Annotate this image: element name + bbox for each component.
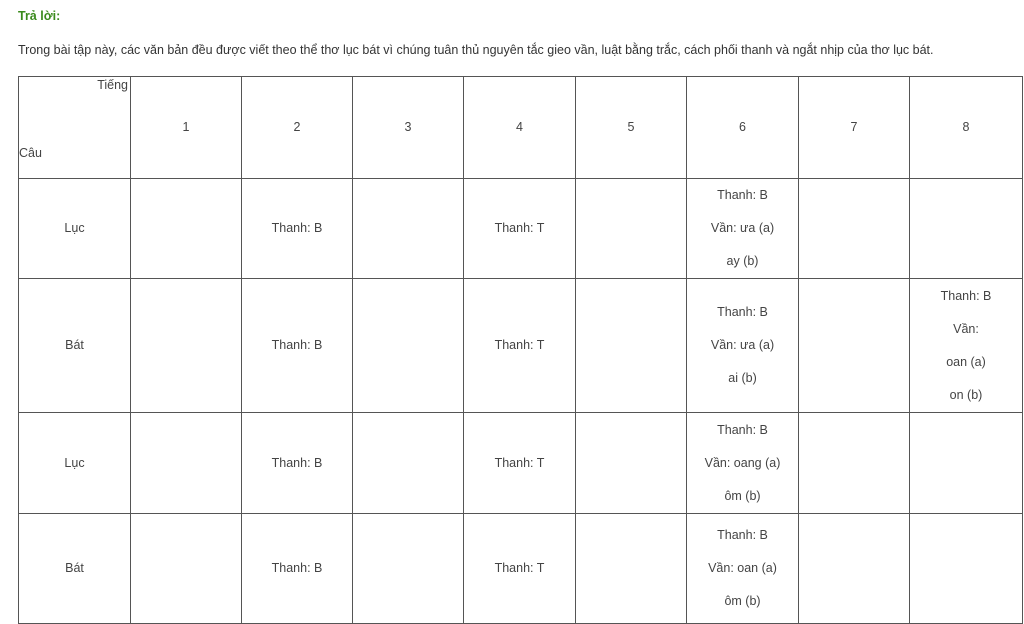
- cell-line: ay (b): [726, 254, 759, 268]
- header-row: [19, 77, 1023, 179]
- cell-empty: [353, 179, 464, 279]
- cell-empty: [799, 514, 910, 624]
- cell-empty: [910, 514, 1023, 624]
- cell-empty: [576, 413, 687, 514]
- intro-paragraph: Trong bài tập này, các văn bản đều được viết theo thể thơ lục bát vì chúng tuân thủ nguyên tắc gieo vần, luật bằng trắc, cách phối thanh và ngắt nhịp của thơ lục bát.: [18, 43, 934, 57]
- table-row: [19, 514, 1023, 624]
- cell-empty: [131, 279, 242, 413]
- cell-tieng-4: Thanh: T: [464, 279, 576, 413]
- cell-tieng-8: [910, 279, 1023, 413]
- luc-bat-table: [18, 76, 1023, 624]
- row-label: Lục: [19, 413, 131, 514]
- cell-empty: [576, 514, 687, 624]
- corner-cell: [19, 77, 131, 179]
- cell-line: on (b): [949, 387, 983, 402]
- cell-tieng-2: Thanh: B: [242, 514, 353, 624]
- column-header-6: 6: [687, 77, 799, 179]
- cell-empty: [576, 179, 687, 279]
- cell-line: ôm (b): [724, 488, 761, 503]
- cell-empty: [910, 413, 1023, 514]
- column-header-8: 8: [910, 77, 1023, 179]
- cell-tieng-6: [687, 179, 799, 279]
- column-header-2: 2: [242, 77, 353, 179]
- cell-empty: [576, 279, 687, 413]
- cell-line: ai (b): [728, 371, 757, 385]
- table-row: [19, 413, 1023, 514]
- cell-tieng-2: Thanh: B: [242, 279, 353, 413]
- column-header-5: 5: [576, 77, 687, 179]
- corner-label-cau: Câu: [19, 146, 42, 160]
- cell-tieng-6: [687, 413, 799, 514]
- cell-line: Thanh: B: [717, 188, 768, 202]
- row-label: Bát: [19, 279, 131, 413]
- row-label: Lục: [19, 179, 131, 279]
- cell-line: ôm (b): [724, 594, 761, 608]
- cell-line: Thanh: B: [940, 288, 992, 303]
- cell-line: Vần: oan (a): [708, 561, 777, 575]
- corner-label-tieng: Tiếng: [97, 78, 128, 92]
- row-label: Bát: [19, 514, 131, 624]
- cell-tieng-2: Thanh: B: [242, 413, 353, 514]
- table-row: [19, 179, 1023, 279]
- cell-line: Thanh: B: [717, 422, 768, 437]
- cell-empty: [799, 179, 910, 279]
- column-header-7: 7: [799, 77, 910, 179]
- cell-line: Vần: oang (a): [704, 455, 781, 470]
- cell-line: Thanh: B: [717, 305, 768, 319]
- column-header-1: 1: [131, 77, 242, 179]
- cell-line: Vần: ưa (a): [710, 338, 775, 352]
- table-row: [19, 279, 1023, 413]
- cell-empty: [353, 413, 464, 514]
- column-header-3: 3: [353, 77, 464, 179]
- cell-empty: [799, 279, 910, 413]
- cell-empty: [910, 179, 1023, 279]
- cell-line: Thanh: B: [717, 528, 768, 542]
- cell-tieng-4: Thanh: T: [464, 179, 576, 279]
- cell-line: oan (a): [946, 354, 986, 369]
- cell-tieng-6: [687, 279, 799, 413]
- answer-heading: Trả lời:: [18, 9, 61, 23]
- cell-tieng-4: Thanh: T: [464, 413, 576, 514]
- cell-line: Vần: ưa (a): [710, 221, 775, 235]
- cell-empty: [353, 279, 464, 413]
- cell-tieng-6: [687, 514, 799, 624]
- cell-line: Vần:: [953, 321, 979, 336]
- cell-tieng-2: Thanh: B: [242, 179, 353, 279]
- cell-empty: [131, 514, 242, 624]
- cell-empty: [799, 413, 910, 514]
- column-header-4: 4: [464, 77, 576, 179]
- cell-tieng-4: Thanh: T: [464, 514, 576, 624]
- cell-empty: [131, 413, 242, 514]
- cell-empty: [131, 179, 242, 279]
- cell-empty: [353, 514, 464, 624]
